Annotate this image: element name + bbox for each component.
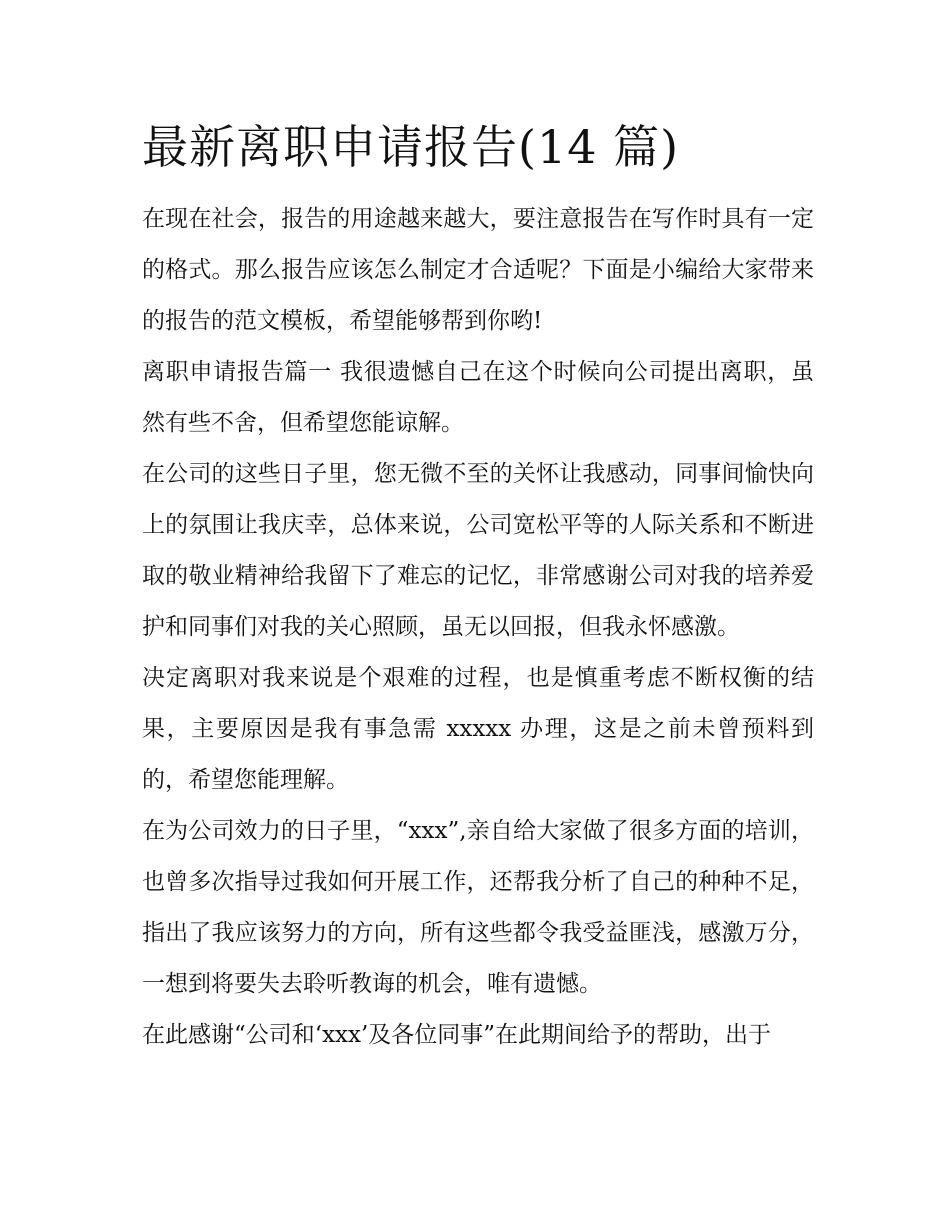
document-title: 最新离职申请报告(14 篇): [142, 120, 680, 174]
paragraph-section-one-opening: 离职申请报告篇一 我很遗憾自己在这个时候向公司提出离职，虽然有些不舍，但希望您能谅解。: [142, 359, 814, 436]
paragraph-thanks: 在此感谢“公司和‘xxx’及各位同事”在此期间给予的帮助，出于: [142, 1022, 772, 1048]
paragraph-intro: 在现在社会，报告的用途越来越大，要注意报告在写作时具有一定的格式。那么报告应该怎么制定才合适呢？下面是小编给大家带来的报告的范文模板，希望能够帮到你哟!: [142, 206, 814, 334]
paragraph-reason: 决定离职对我来说是个艰难的过程，也是慎重考虑不断权衡的结果，主要原因是我有事急需 xxxxx 办理，这是之前未曾预料到的，希望您能理解。: [142, 665, 814, 793]
paragraph-training: 在为公司效力的日子里，“xxx”,亲自给大家做了很多方面的培训，也曾多次指导过我如何开展工作，还帮我分析了自己的种种不足，指出了我应该努力的方向，所有这些都令我受益匪浅，感激万分，一想到将要失去聆听教诲的机会，唯有遗憾。: [142, 818, 814, 997]
paragraph-gratitude: 在公司的这些日子里，您无微不至的关怀让我感动，同事间愉快向上的氛围让我庆幸，总体来说，公司宽松平等的人际关系和不断进取的敬业精神给我留下了难忘的记忆，非常感谢公司对我的培养爱护和同事们对我的关心照顾，虽无以回报，但我永怀感激。: [142, 461, 814, 640]
document-page: [142, 112, 814, 1061]
